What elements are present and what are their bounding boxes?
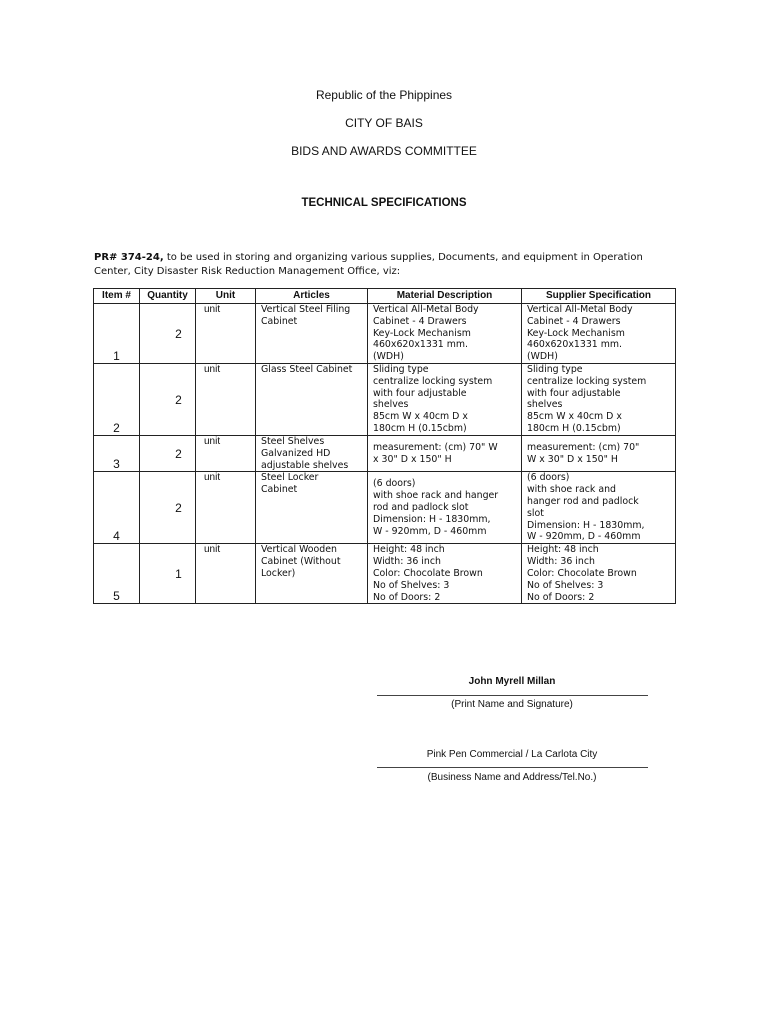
supplier-cell: Sliding type centralize locking system with four adjustable shelves 85cm W x 40cm D x 180cm H (0.15cbm) <box>522 364 676 436</box>
unit-cell: unit <box>196 436 256 472</box>
item-number-cell <box>94 364 140 436</box>
document-title: TECHNICAL SPECIFICATIONS <box>301 197 467 209</box>
quantity-value: 2 <box>175 500 182 515</box>
unit-cell: unit <box>196 544 256 604</box>
material-cell: measurement: (cm) 70" W x 30" D x 150" H <box>368 436 522 472</box>
intro-text: to be used in storing and organizing various supplies, Documents, and equipment in Operation Center, City Disaster Risk Reduction Management Office, viz: <box>94 252 643 277</box>
intro-paragraph <box>94 251 674 279</box>
table-row <box>94 544 676 604</box>
quantity-value: 1 <box>175 566 182 581</box>
material-cell: (6 doors) with shoe rack and hanger rod and padlock slot Dimension: H - 1830mm, W - 920mm, D - 460mm <box>368 472 522 544</box>
item-number: 3 <box>113 457 120 472</box>
header-quantity: Quantity <box>140 289 196 304</box>
header-supplier: Supplier Specification <box>522 289 676 304</box>
table-header-row <box>94 289 676 304</box>
article-cell: Vertical Steel Filing Cabinet <box>256 304 368 364</box>
supplier-cell: (6 doors) with shoe rack and hanger rod and padlock slot Dimension: H - 1830mm, W - 920mm, D - 460mm <box>522 472 676 544</box>
item-number-cell <box>94 472 140 544</box>
article-cell: Steel Locker Cabinet <box>256 472 368 544</box>
quantity-cell <box>140 436 196 472</box>
quantity-value: 2 <box>175 446 182 461</box>
item-number: 1 <box>113 349 120 363</box>
quantity-cell <box>140 544 196 604</box>
supplier-cell: Height: 48 inch Width: 36 inch Color: Chocolate Brown No of Shelves: 3 No of Doors: 2 <box>522 544 676 604</box>
signature-caption: (Print Name and Signature) <box>451 699 573 710</box>
article-cell: Glass Steel Cabinet <box>256 364 368 436</box>
header-material: Material Description <box>368 289 522 304</box>
quantity-value: 2 <box>175 392 182 407</box>
header-item: Item # <box>94 289 140 304</box>
quantity-cell <box>140 472 196 544</box>
header-unit: Unit <box>196 289 256 304</box>
quantity-cell <box>140 304 196 364</box>
signatory-name: John Myrell Millan <box>468 676 556 687</box>
unit-cell: unit <box>196 304 256 364</box>
header-articles: Articles <box>256 289 368 304</box>
material-cell: Vertical All-Metal Body Cabinet - 4 Drawers Key-Lock Mechanism 460x620x1331 mm. (WDH) <box>368 304 522 364</box>
unit-cell: unit <box>196 472 256 544</box>
item-number: 5 <box>113 589 120 604</box>
item-number-cell <box>94 436 140 472</box>
specifications-table <box>93 288 676 604</box>
item-number-cell <box>94 304 140 364</box>
pr-number: PR# 374-24, <box>94 252 164 263</box>
item-number-cell <box>94 544 140 604</box>
item-number: 2 <box>113 421 120 435</box>
signature-line <box>377 695 648 696</box>
material-cell: Sliding type centralize locking system with four adjustable shelves 85cm W x 40cm D x 180cm H (0.15cbm) <box>368 364 522 436</box>
article-cell: Steel Shelves Galvanized HD adjustable shelves <box>256 436 368 472</box>
table-row <box>94 304 676 364</box>
article-cell: Vertical Wooden Cabinet (Without Locker) <box>256 544 368 604</box>
unit-cell: unit <box>196 364 256 436</box>
supplier-cell: measurement: (cm) 70" W x 30" D x 150" H <box>522 436 676 472</box>
quantity-cell <box>140 364 196 436</box>
header-committee: BIDS AND AWARDS COMMITTEE <box>291 144 477 158</box>
material-cell: Height: 48 inch Width: 36 inch Color: Chocolate Brown No of Shelves: 3 No of Doors: 2 <box>368 544 522 604</box>
header-city: CITY OF BAIS <box>345 116 423 130</box>
quantity-value: 2 <box>175 326 182 341</box>
business-line <box>377 767 648 768</box>
table-row <box>94 364 676 436</box>
table-row <box>94 436 676 472</box>
supplier-cell: Vertical All-Metal Body Cabinet - 4 Drawers Key-Lock Mechanism 460x620x1331 mm. (WDH) <box>522 304 676 364</box>
business-name: Pink Pen Commercial / La Carlota City <box>426 749 598 760</box>
header-republic: Republic of the Phippines <box>315 88 453 102</box>
item-number: 4 <box>113 529 120 544</box>
business-caption: (Business Name and Address/Tel.No.) <box>427 772 597 783</box>
table-row <box>94 472 676 544</box>
